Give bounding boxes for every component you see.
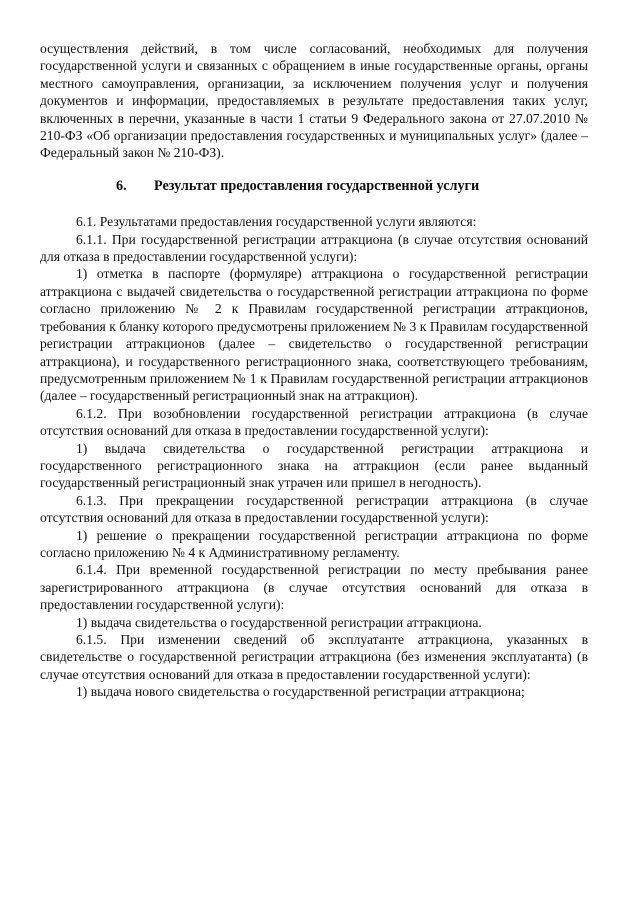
section-heading [40, 178, 588, 195]
section-title: Результат предоставления государственной услуги [154, 177, 480, 194]
paragraph-6-1-5: 6.1.5. При изменении сведений об эксплуатанте аттракциона, указанных в свидетельстве о государственной регистрации аттракциона (без изменения эксплуатанта) (в случае отсутствия оснований для отказа в предоставлении государственной услуги): [40, 632, 588, 682]
paragraph-6-1-5-item-1: 1) выдача нового свидетельства о государственной регистрации аттракциона; [76, 684, 525, 700]
paragraph-6-1-2: 6.1.2. При возобновлении государственной регистрации аттракциона (в случае отсутствия оснований для отказа в предоставлении государственной услуги): [40, 405, 588, 439]
section-number: 6. [116, 177, 127, 194]
paragraph-6-1: 6.1. Результатами предоставления государственной услуги являются: [76, 214, 477, 230]
document-page [40, 40, 588, 701]
paragraph-6-1-1-item-1: 1) отметка в паспорте (формуляре) аттракциона о государственной регистрации аттракциона с выдачей свидетельства о государственной регистрации аттракциона по форме согласно приложению № 2 к Правилам государственной регистрации аттракционов, требования к бланку которого предусмотрены приложением № 3 к Правилам государственной регистрации аттракционов (далее – свидетельство о государственной регистрации аттракциона), и государственного регистрационного знака, соответствующего требованиям, предусмотренным приложением № 1 к Правилам государственной регистрации аттракционов (далее – государственный регистрационный знак на аттракцион). [40, 266, 588, 404]
intro-paragraph: осуществления действий, в том числе согласований, необходимых для получения государственной услуги и связанных с обращением в иные государственные органы, органы местного самоуправления, организации, за исключением получения услуг и получения документов и информации, предоставляемых в результате предоставления таких услуг, включенных в перечни, указанные в части 1 статьи 9 Федерального закона от 27.07.2010 № 210-ФЗ «Об организации предоставления государственных и муниципальных услуг» (далее – Федеральный закон № 210-ФЗ). [40, 41, 588, 161]
paragraph-6-1-2-item-1: 1) выдача свидетельства о государственной регистрации аттракциона и государственного регистрационного знака на аттракцион (если ранее выданный государственный регистрационный знак утрачен или пришел в негодность). [40, 440, 588, 491]
paragraph-6-1-4: 6.1.4. При временной государственной регистрации по месту пребывания ранее зарегистрированного аттракциона (в случае отсутствия оснований для отказа в предоставлении государственной услуги): [40, 562, 588, 613]
paragraph-6-1-1: 6.1.1. При государственной регистрации аттракциона (в случае отсутствия оснований для отказа в предоставлении государственной услуги): [40, 231, 588, 265]
paragraph-6-1-3: 6.1.3. При прекращении государственной регистрации аттракциона (в случае отсутствия оснований для отказа в предоставлении государственной услуги): [40, 492, 588, 526]
paragraph-6-1-3-item-1: 1) решение о прекращении государственной регистрации аттракциона по форме согласно приложению № 4 к Административному регламенту. [40, 527, 588, 560]
paragraph-6-1-4-item-1: 1) выдача свидетельства о государственной регистрации аттракциона. [76, 614, 482, 630]
